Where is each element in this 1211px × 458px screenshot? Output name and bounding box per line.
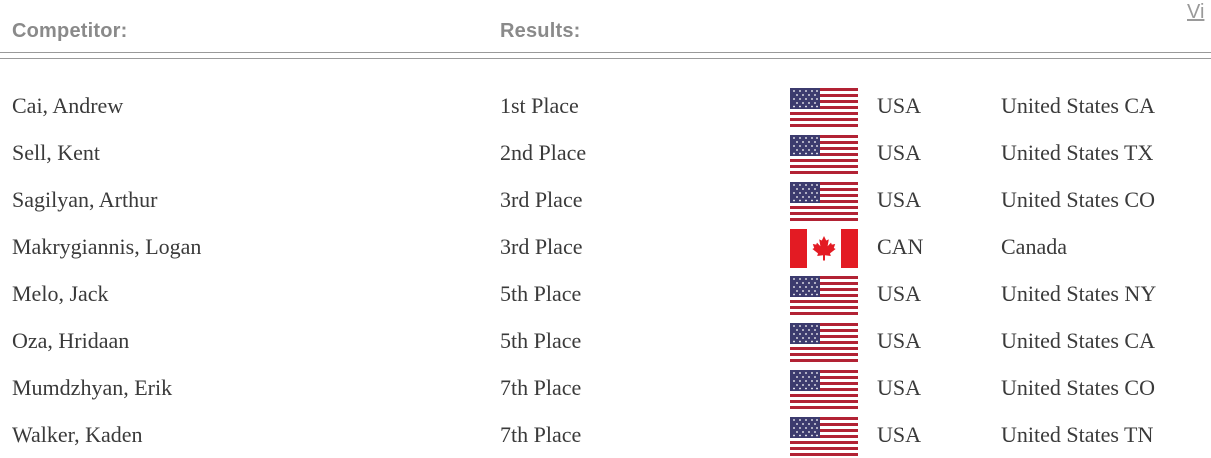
usa-flag-icon: [790, 417, 858, 456]
result-place: 7th Place: [500, 422, 582, 447]
results-table: [0, 82, 1211, 458]
result-place: 7th Place: [500, 375, 582, 400]
competitor-name: Makrygiannis, Logan: [12, 234, 202, 259]
country-code: CAN: [877, 234, 924, 259]
competitor-location: United States CO: [1001, 187, 1155, 212]
usa-flag-icon: [790, 370, 858, 409]
usa-flag-icon: [790, 276, 858, 315]
competitor-name: Walker, Kaden: [12, 422, 143, 447]
results-column-header: Results:: [500, 20, 581, 42]
header-divider: [0, 58, 1211, 59]
usa-flag-icon: [790, 135, 858, 174]
competitor-location: United States TX: [1001, 140, 1154, 165]
table-row: [0, 270, 1211, 317]
competitor-name: Oza, Hridaan: [12, 328, 130, 353]
table-row: [0, 364, 1211, 411]
usa-flag-icon: [790, 88, 858, 127]
competitor-location: United States NY: [1001, 281, 1157, 306]
usa-flag-icon: [790, 323, 858, 362]
table-row: [0, 129, 1211, 176]
result-place: 3rd Place: [500, 187, 583, 212]
competitor-location: United States CO: [1001, 375, 1155, 400]
competitor-name: Sagilyan, Arthur: [12, 187, 158, 212]
competitor-location: United States CA: [1001, 93, 1155, 118]
country-code: USA: [877, 187, 922, 212]
result-place: 3rd Place: [500, 234, 583, 259]
competitor-location: United States TN: [1001, 422, 1154, 447]
result-place: 2nd Place: [500, 140, 587, 165]
competitor-name: Sell, Kent: [12, 140, 100, 165]
country-code: USA: [877, 328, 922, 353]
competitor-name: Mumdzhyan, Erik: [12, 375, 173, 400]
result-place: 1st Place: [500, 93, 579, 118]
result-place: 5th Place: [500, 328, 582, 353]
table-row: [0, 411, 1211, 458]
view-link[interactable]: Vi: [1187, 1, 1205, 23]
competitor-name: Cai, Andrew: [12, 93, 124, 118]
country-code: USA: [877, 422, 922, 447]
country-code: USA: [877, 140, 922, 165]
canada-flag-icon: [790, 229, 858, 268]
competitor-location: United States CA: [1001, 328, 1155, 353]
result-place: 5th Place: [500, 281, 582, 306]
usa-flag-icon: [790, 182, 858, 221]
table-row: [0, 82, 1211, 129]
competitor-location: Canada: [1001, 234, 1067, 259]
country-code: USA: [877, 93, 922, 118]
country-code: USA: [877, 375, 922, 400]
competitor-name: Melo, Jack: [12, 281, 109, 306]
table-row: [0, 176, 1211, 223]
table-row: [0, 317, 1211, 364]
results-header: [0, 0, 1211, 53]
country-code: USA: [877, 281, 922, 306]
table-row: [0, 223, 1211, 270]
competitor-column-header: Competitor:: [12, 20, 128, 42]
